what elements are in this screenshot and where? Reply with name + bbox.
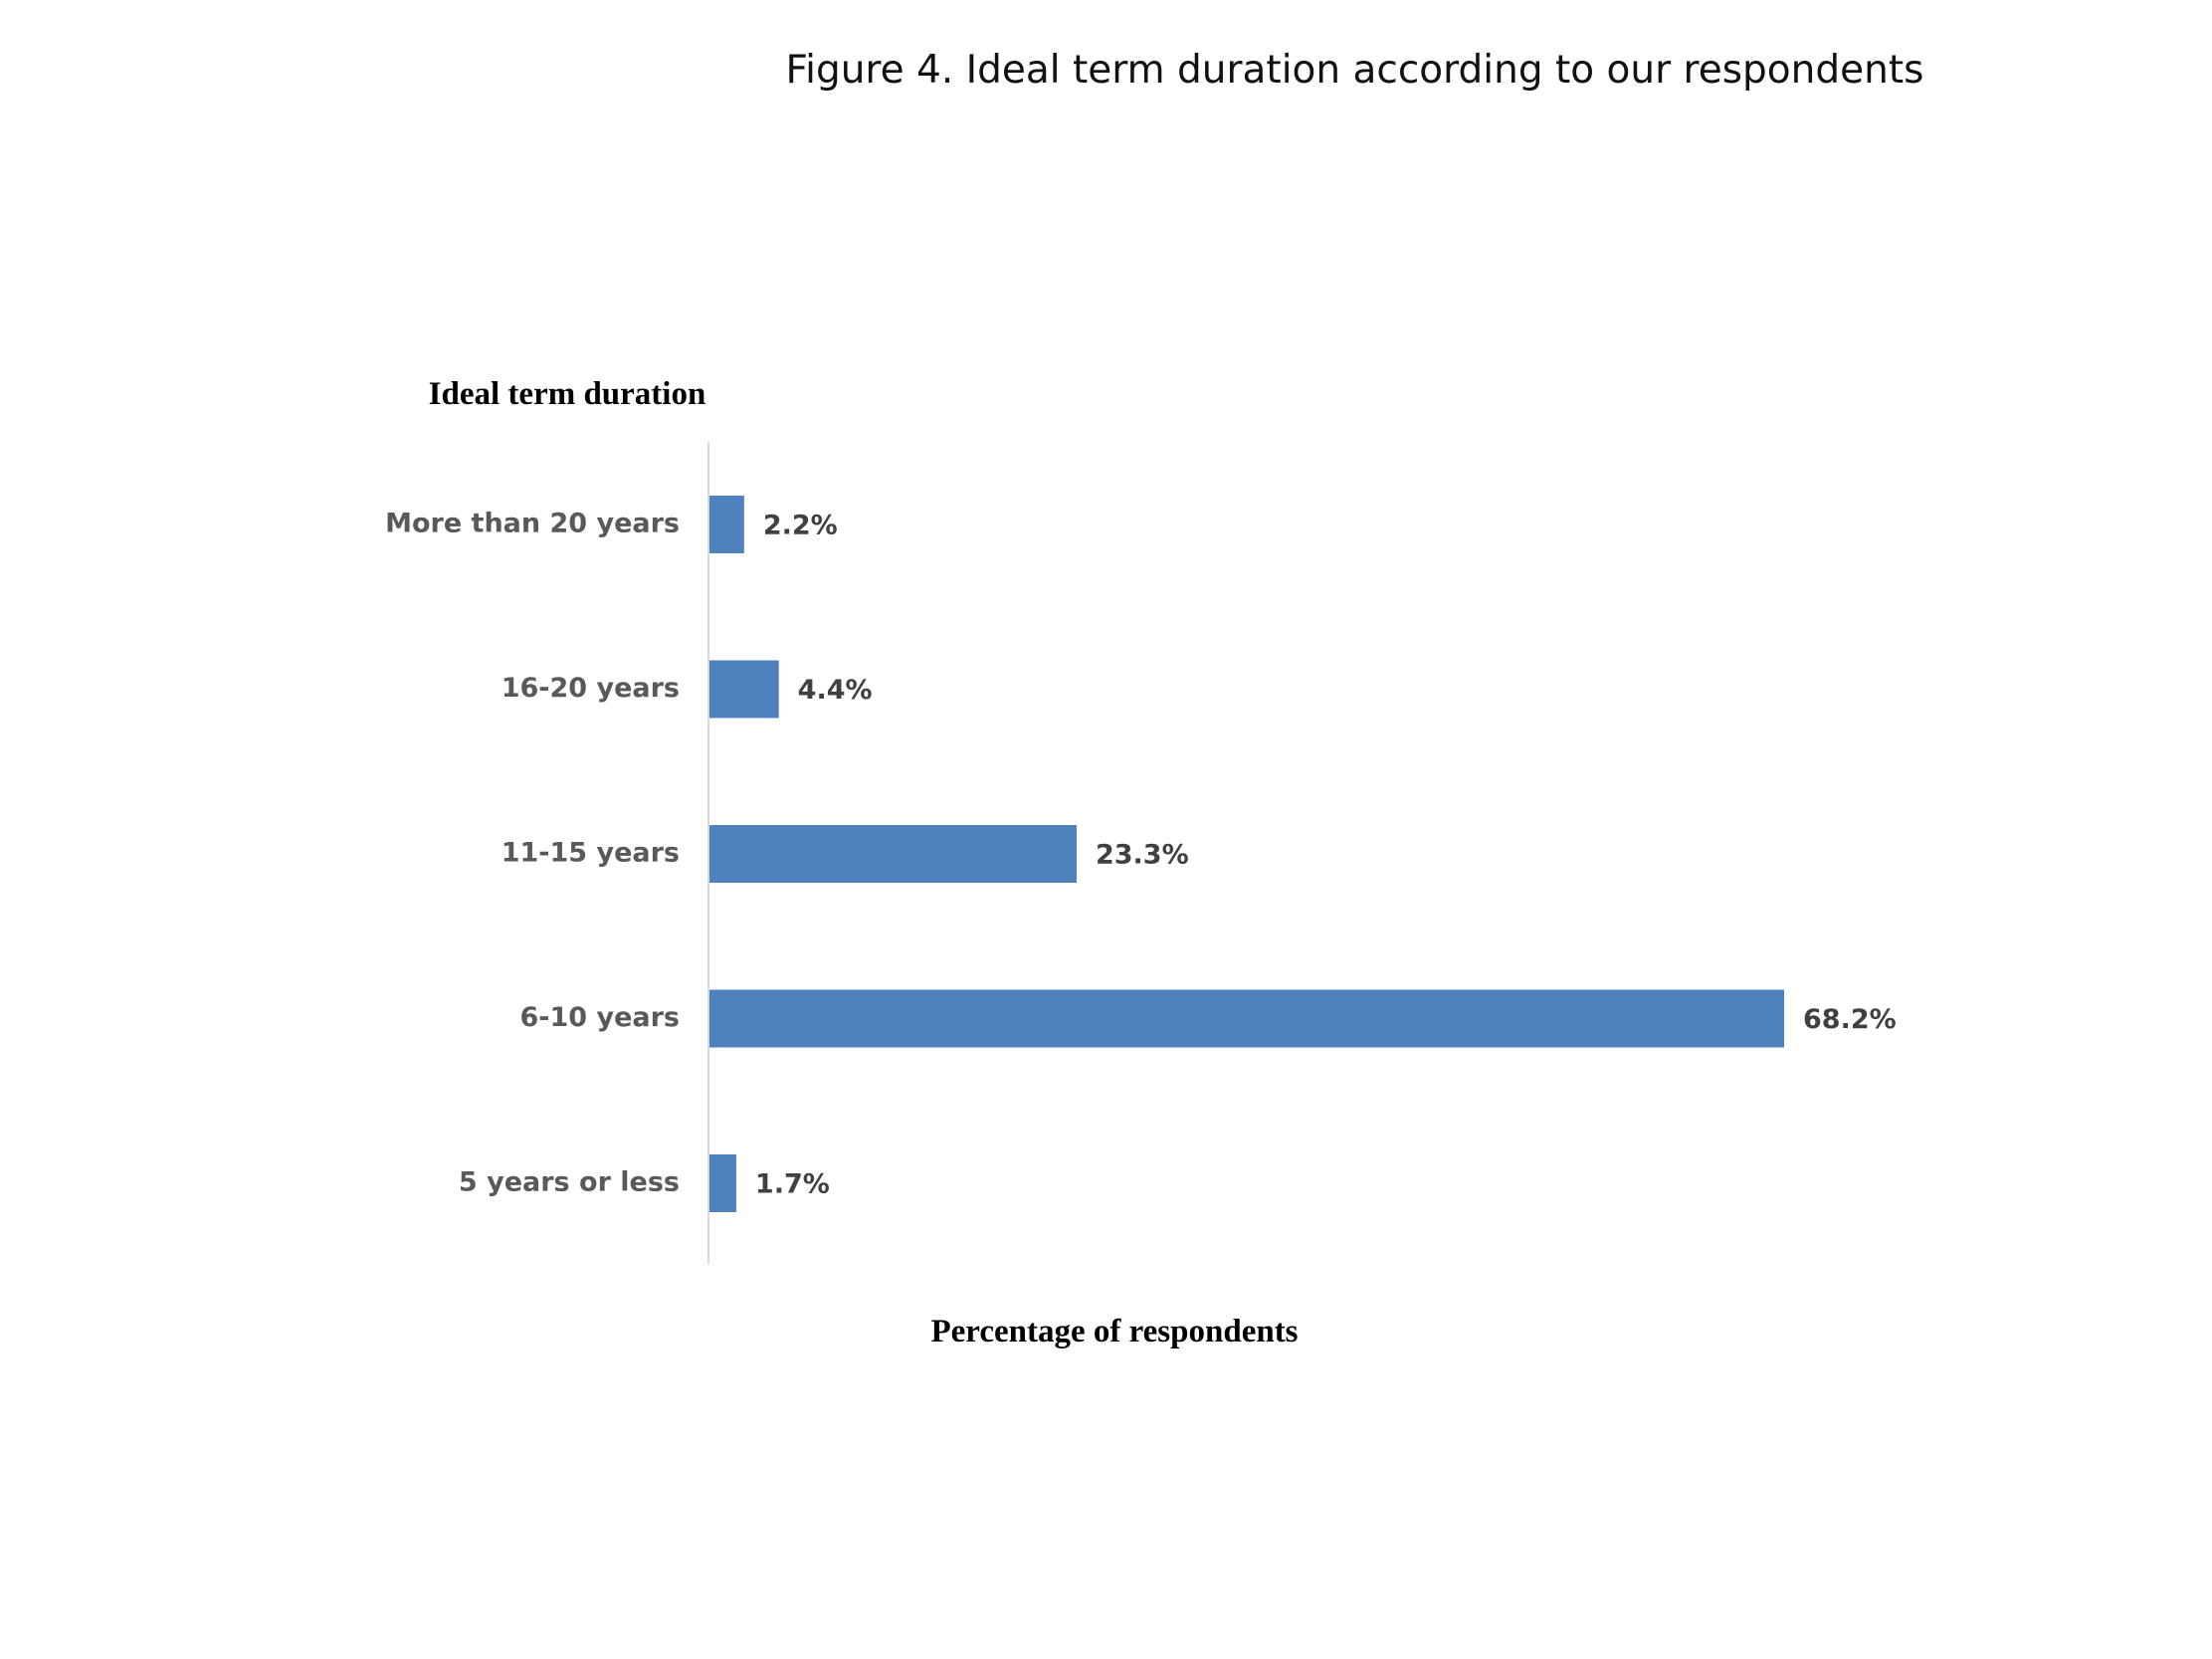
x-axis-title: Percentage of respondents	[930, 1314, 1299, 1349]
category-label: 16-20 years	[501, 673, 680, 704]
bar-5	[709, 1154, 736, 1212]
category-label: 5 years or less	[458, 1166, 680, 1198]
value-label: 2.2%	[762, 510, 838, 541]
value-label: 68.2%	[1803, 1004, 1897, 1035]
y-axis-title: Ideal term duration	[428, 376, 706, 412]
bars-group	[385, 496, 1897, 1212]
category-label: 11-15 years	[501, 837, 680, 869]
category-label: 6-10 years	[519, 1002, 680, 1033]
value-label: 4.4%	[797, 675, 873, 706]
category-label: More than 20 years	[385, 508, 680, 539]
bar-2	[709, 661, 779, 719]
value-label: 23.3%	[1095, 839, 1189, 871]
bar-4	[709, 990, 1784, 1048]
bar-3	[709, 825, 1077, 883]
figure-title: Figure 4. Ideal term duration according to our respondents	[785, 48, 1924, 93]
bar-1	[709, 496, 744, 553]
value-label: 1.7%	[754, 1168, 830, 1200]
